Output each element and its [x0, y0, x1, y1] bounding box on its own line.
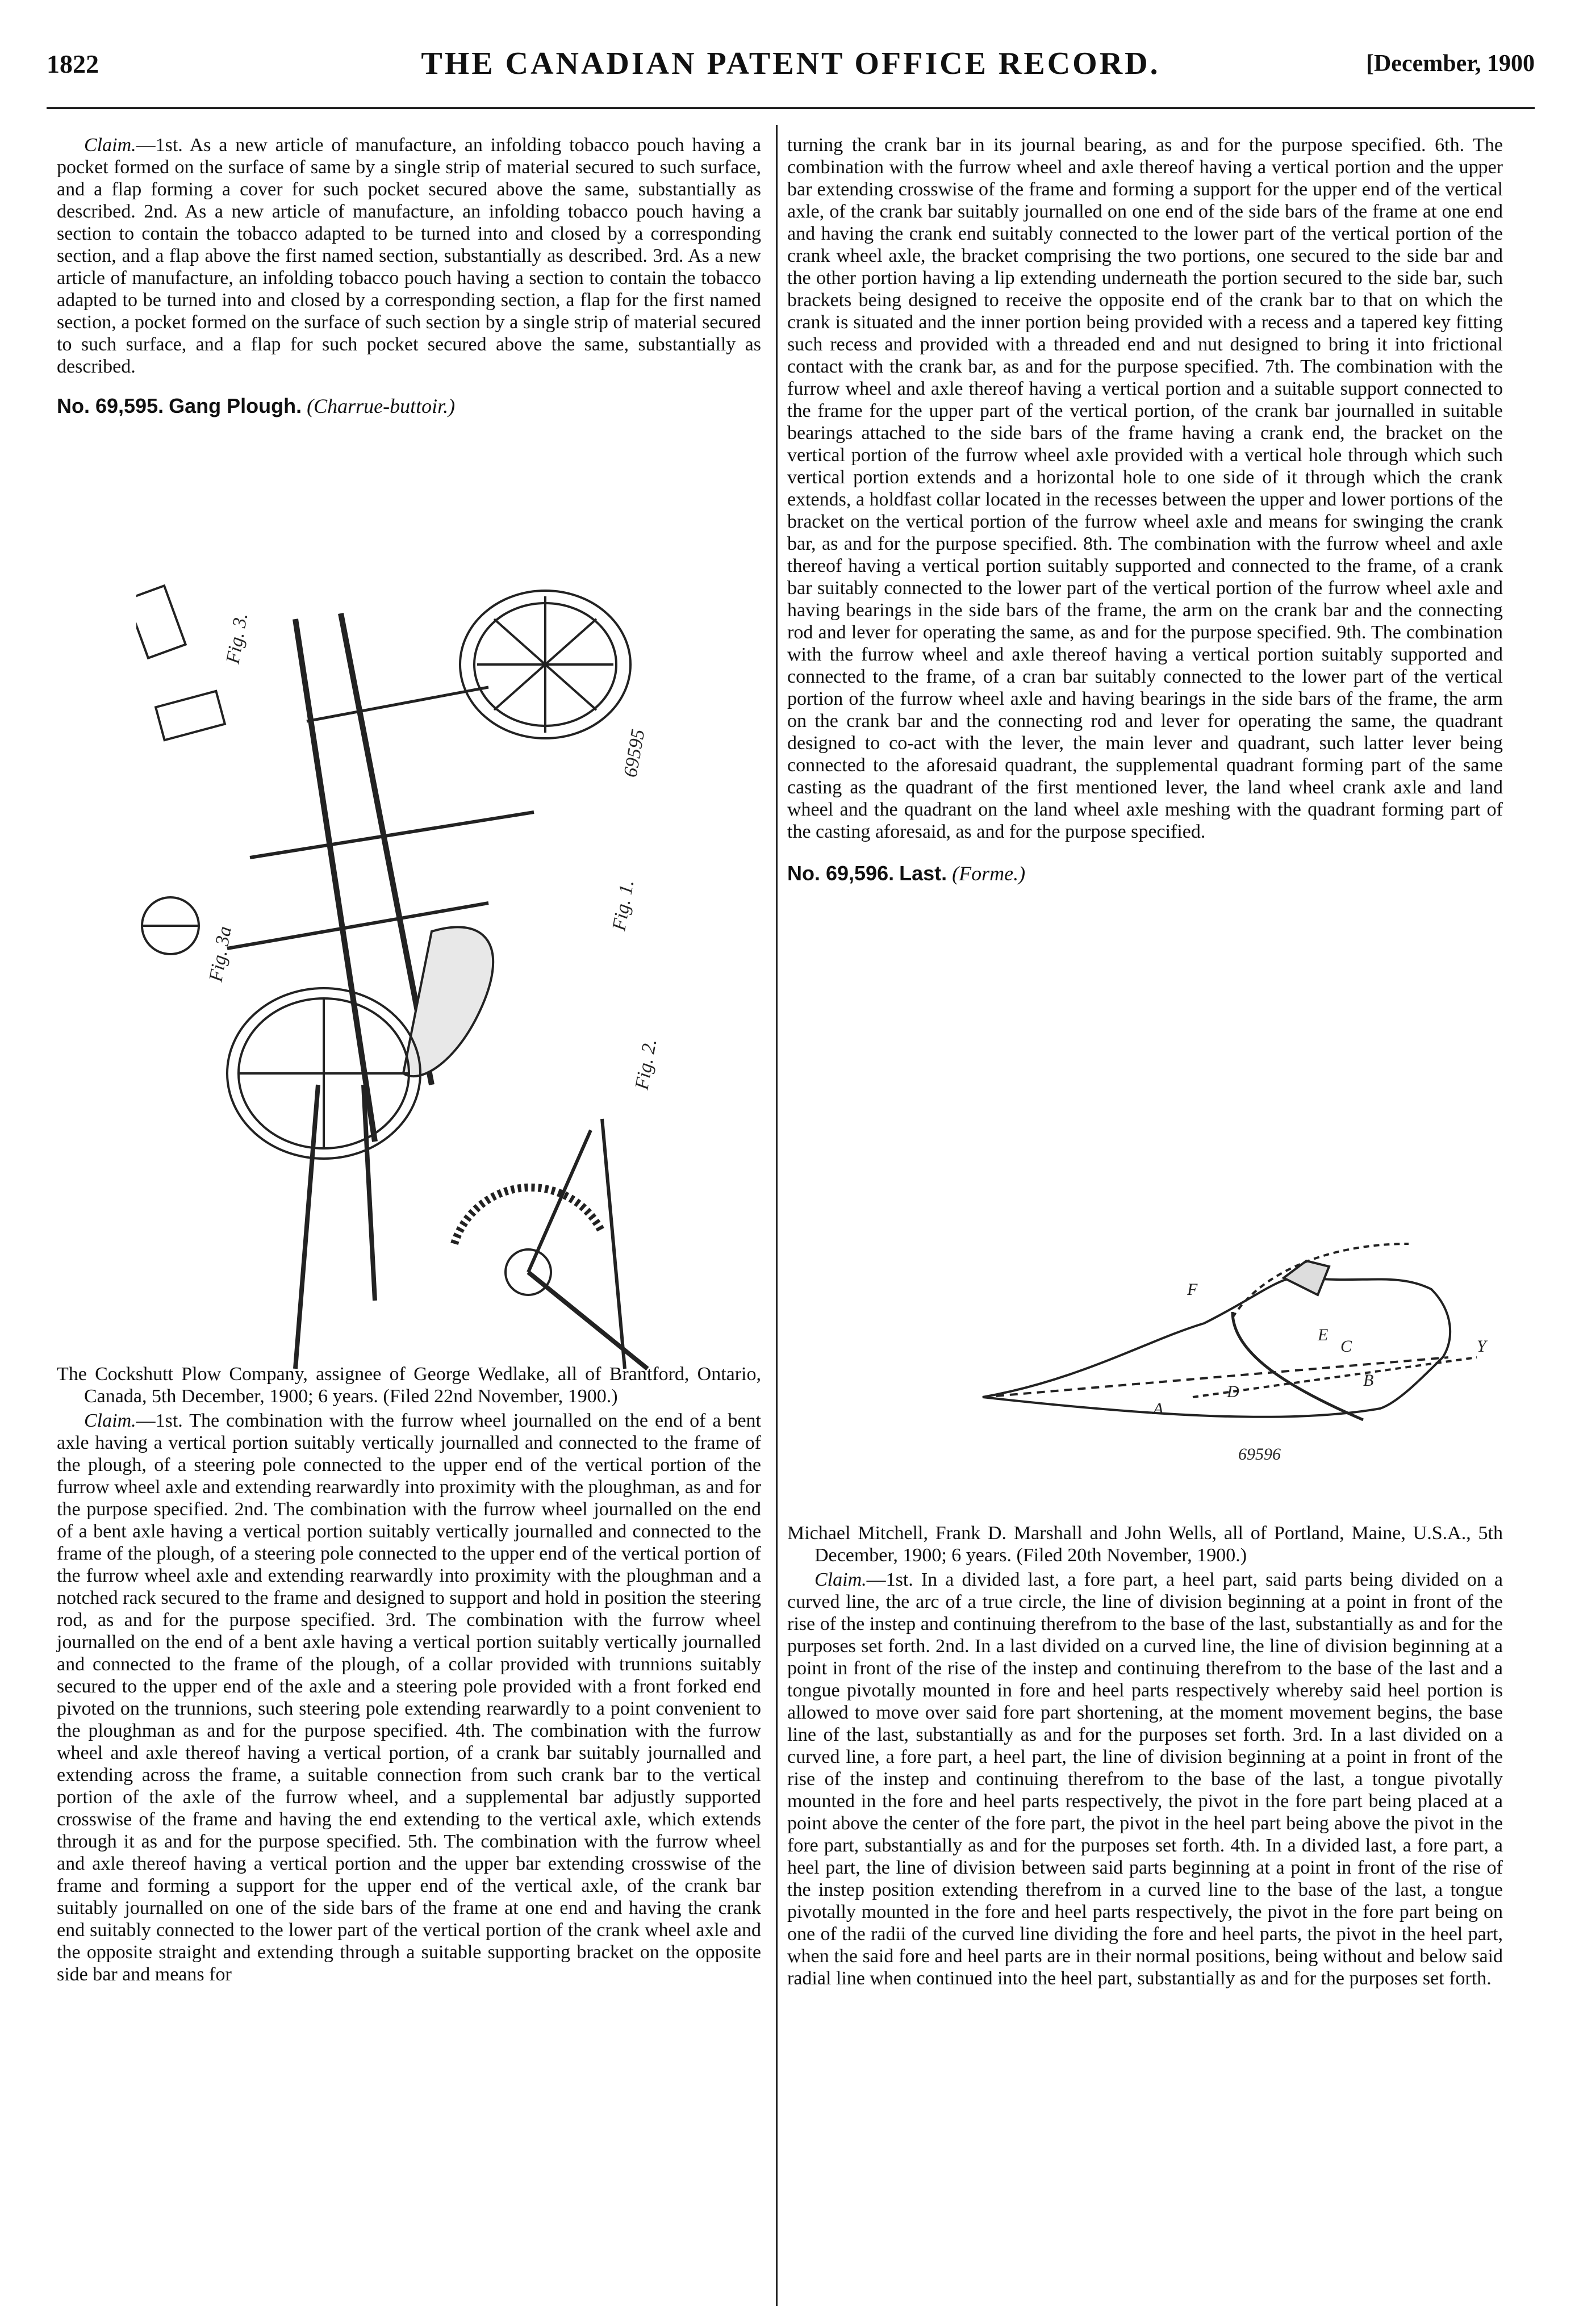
patent-number: No. 69,596.: [787, 862, 895, 885]
claim-lead: Claim.: [84, 1410, 136, 1431]
claim-lead: Claim.: [84, 135, 136, 156]
claim-text: —1st. As a new article of manufacture, an infolding tobacco pouch having a pocket formed on the surface of same by a single strip of material secured to such surface, and a flap forming a cover for such pocket secured above the same, substantially as described. 2nd. As a new article of manufacture, an infolding tobacco pouch having a section to contain the tobacco adapted to be turned into and closed by a corresponding section, and a flap above the first named section, substantially as described. 3rd. As a new article of manufacture, an infolding tobacco pouch having a section to contain the tobacco adapted to be turned into and closed by a corresponding section, a flap for the first named section, a pocket formed on the surface of such section by a single strip of material secured to such surface, and a flap for such pocket secured above the same, substantially as described.: [57, 135, 761, 377]
assignee-69596: Michael Mitchell, Frank D. Marshall and John Wells, all of Portland, Maine, U.S.A., 5th December, 1900; 6 years. (Filed 20th November, 1900.): [787, 1523, 1503, 1566]
figure-label-d: D: [1227, 1382, 1239, 1401]
page-number: 1822: [47, 49, 99, 78]
claim-paragraph-69595: [57, 1410, 761, 1986]
gang-plough-illustration: [136, 517, 704, 1403]
figure-number: 69596: [1238, 1445, 1281, 1464]
column-rule: [776, 125, 778, 2306]
assignee-69595: The Cockshutt Plow Company, assignee of George Wedlake, all of Brantford, Ontario, Canada, 5th December, 1900; 6 years. (Filed 22nd November, 1900.): [57, 1364, 761, 1407]
left-column-bottom: [57, 1363, 761, 1986]
figure-label-b: B: [1363, 1371, 1374, 1390]
patent-number: No. 69,595.: [57, 394, 164, 417]
figure-label-a: A: [1153, 1399, 1164, 1418]
figure-label-c: C: [1340, 1337, 1352, 1356]
figure-label-fig2: Fig. 2.: [631, 1037, 661, 1092]
issue-date: [December, 1900: [1365, 51, 1535, 77]
patent-heading-69595: [57, 395, 761, 417]
patent-french-title: (Charrue-buttoir.): [307, 395, 456, 417]
patent-french-title: (Forme.): [952, 862, 1026, 885]
claim-paragraph-69596: [787, 1569, 1503, 1989]
claim-text: —1st. The combination with the furrow wheel journalled on the end of a bent axle having a vertical portion suitably vertically journalled and connected to the frame of the plough, of a steering pole connected to the upper end of the vertical portion of the furrow wheel axle and extending rearwardly into proximity with the ploughman, as and for the purpose specified. 2nd. The combination with the furrow wheel journalled on the end of a bent axle having a vertical portion suitably vertically journalled and connected to the frame of the plough, of a steering pole connected to the upper end of the vertical portion of the furrow wheel axle and extending rearwardly into proximity with the ploughman and a notched rack secured to the frame and designed to support and hold in position the steering rod, as and for the purpose specified. 3rd. The combination with the furrow wheel journalled on the end of a bent axle having a vertical portion suitably vertically journalled and connected to the frame of the plough, of a collar provided with trunnions suitably secured to the upper end of the axle and a steering pole provided with a front forked end pivoted on the trunnions, such steering pole extending rearwardly to a point convenient to the ploughman as and for the purpose specified. 4th. The combination with the furrow wheel and axle thereof having a vertical portion, of a crank bar suitably journalled and extending across the frame, a suitable connection from such crank bar to the vertical portion of the axle of the furrow wheel, and a supplemental bar adjustly supported crosswise of the frame and having the end extending to the vertical axle, which extends through it as and for the purpose specified. 5th. The combination with the furrow wheel and axle thereof having a vertical portion and the upper bar extending crosswise of the frame and forming a support for the upper end of the vertical axle, of the crank bar suitably journalled on one of the side bars of the frame at one end and having the crank end suitably connected to the lower part of the vertical portion of the crank wheel axle and the opposite straight and extending through a suitable supporting bracket on the opposite side bar and means for: [57, 1410, 761, 1985]
figure-label-y: Y: [1477, 1337, 1486, 1356]
figure-label-e: E: [1318, 1326, 1329, 1344]
figure-label-fig3: Fig. 3.: [222, 611, 252, 666]
journal-title: THE CANADIAN PATENT OFFICE RECORD.: [421, 46, 1160, 81]
page-header: [47, 45, 1535, 91]
claim-lead: Claim.: [814, 1569, 867, 1590]
patent-title: Gang Plough.: [169, 394, 302, 417]
patent-heading-69596: [787, 862, 1503, 885]
claim-continued: turning the crank bar in its journal bearing, as and for the purpose specified. 6th. The combination with the furrow wheel and axle thereof having a vertical portion and the upper bar extending crosswise of the frame and forming a support for the upper end of the vertical axle, of the crank bar suitably journalled on one end of the side bars of the frame at one end and having the crank end suitably connected to the lower part of the vertical portion of the crank wheel axle, the bracket comprising the two portions, one secured to the side bar and the other portion having a lip extending underneath the portion secured to the side bar, such brackets being designed to receive the opposite end of the crank bar to that on which the crank is situated and the inner portion being provided with a recess and a tapered key fitting such recess and provided with a threaded end and nut designed to bring it into frictional contact with the crank bar, as and for the purpose specified. 7th. The combination with the furrow wheel and axle thereof having a vertical portion and a suitable support connected to the frame for the upper part of the vertical portion, of the crank bar journalled in suitable bearings attached to the side bars of the frame having a crank end, the bracket on the vertical portion of the furrow wheel axle provided with a vertical hole through which such vertical portion extends and a horizontal hole to one side of it through which the crank extends, a holdfast collar located in the recesses between the upper and lower portions of the bracket on the vertical portion of the furrow wheel axle and means for swinging the crank bar, as and for the purpose specified. 8th. The combination with the furrow wheel and axle thereof having a vertical portion suitably supported and connected to the frame, of a crank bar suitably connected to the lower part of the vertical portion of the furrow wheel axle and having bearings in the side bars of the frame, the arm on the crank bar and the connecting rod and lever for operating the same, as and for the purpose specified. 9th. The combination with the furrow wheel and axle thereof having a vertical portion suitably supported and connected to the frame, of a cran bar suitably connected to the lower part of the vertical portion of the furrow wheel axle and having bearings in the side bars of the frame, the arm on the crank bar and the connecting rod and lever for operating the same, the quadrant designed to co-act with the lever, the main lever and quadrant, such latter lever being connected to the aforesaid quadrant, the supplemental quadrant forming part of the same casting as the quadrant of the first mentioned lever, the land wheel crank axle and land wheel and the quadrant on the land wheel axle meshing with the quadrant forming part of the casting aforesaid, as and for the purpose specified.: [787, 135, 1503, 842]
figure-label-f: F: [1187, 1280, 1198, 1299]
header-rule: [47, 107, 1535, 109]
shoe-last-illustration: [966, 1210, 1499, 1471]
claim-text: —1st. In a divided last, a fore part, a heel part, said parts being divided on a curved line, the arc of a true circle, the line of division beginning at a point in front of the rise of the instep and continuing therefrom to the base of the last, substantially as and for the purposes set forth. 2nd. In a last divided on a curved line, the line of division beginning at a point in front of the rise of the instep and continuing therefrom to the base of the last and a tongue pivotally mounted in fore and heel parts respectively whereby said heel portion is allowed to move over said fore part shortening, at the moment movement begins, the base line of the last, substantially as and for the purposes set forth. 3rd. In a last divided on a curved line, a fore part, a heel part, the line of division beginning at a point in front of the rise of the instep and continuing therefrom to the base of the last, a tongue pivotally mounted in the fore and heel parts respectively, the pivot in the fore part being placed at a point above the center of the fore part, the pivot in the heel part being above the pivot in the fore part, substantially as and for the purposes set forth. 4th. In a divided last, a fore part, a heel part, the line of division between said parts beginning at a point in front of the rise of the instep position extending therefrom in a curved line to the base of the last, a tongue pivotally mounted in the fore and heel parts respectively, the pivot in the fore part being on one of the radii of the curved line dividing the fore and heel parts, the pivot in the heel part, when the said fore and heel parts are in their normal positions, being without and below said radial line when continued into the heel part, substantially as and for the purposes set forth.: [787, 1569, 1503, 1989]
figure-number: 69595: [620, 728, 649, 779]
right-column-bottom: [787, 1522, 1503, 1989]
figure-label-fig3a: Fig. 3a: [205, 925, 236, 984]
right-column-top: [787, 134, 1503, 885]
left-column-top: [57, 134, 761, 417]
claim-paragraph: [57, 134, 761, 378]
patent-title: Last.: [899, 862, 947, 885]
figure-label-fig1: Fig. 1.: [608, 878, 638, 933]
